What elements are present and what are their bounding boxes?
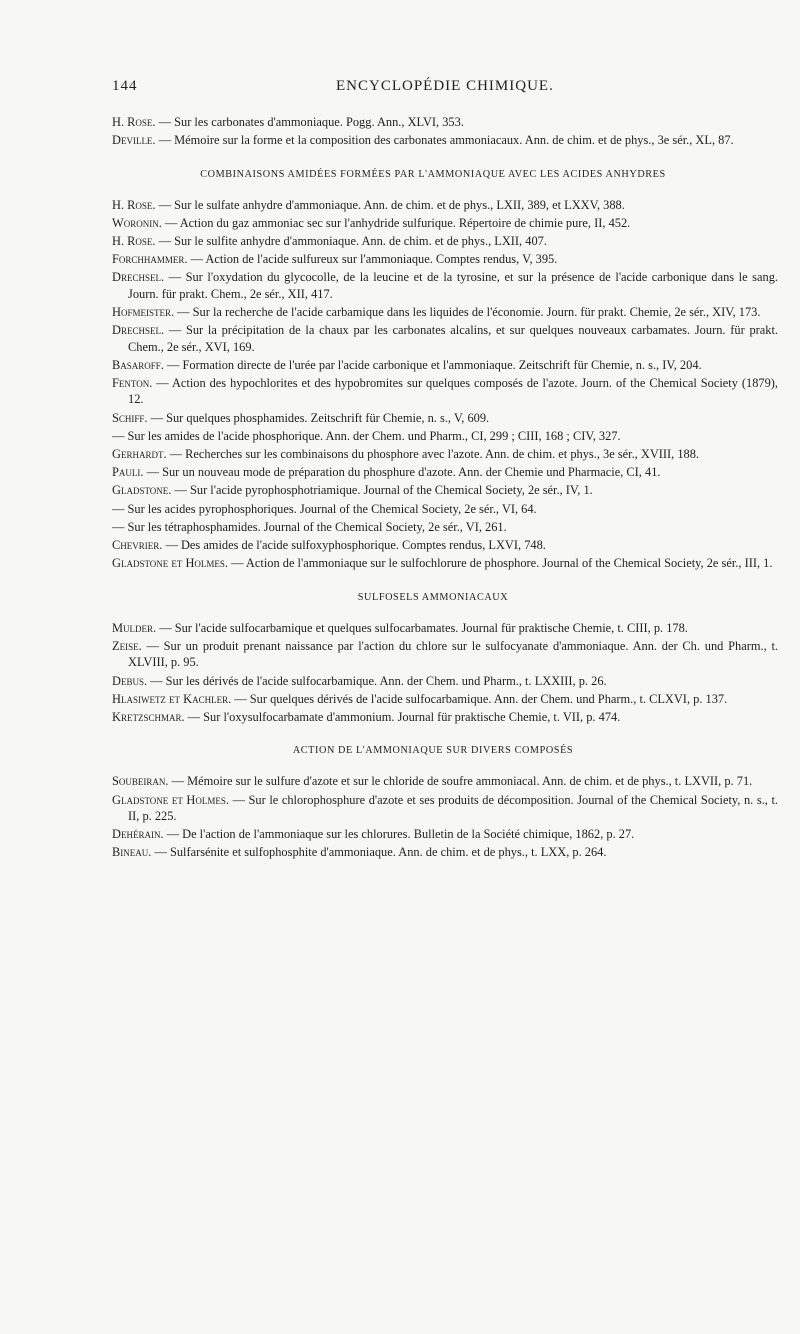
section-heading: SULFOSELS AMMONIACAUX: [357, 591, 509, 603]
entry-author: Deville.: [112, 133, 156, 148]
entry-author: H. Rose.: [112, 197, 156, 212]
bibliography-entry: [112, 304, 778, 320]
entry-author: Gerhardt.: [112, 447, 167, 462]
entry-text: — Action des hypochlorites et des hypobromites sur quelques composés de l'azote. Journ. of the Chemical Society (1879), 12.: [128, 376, 778, 407]
entry-text: — Formation directe de l'urée par l'acide carbonique et l'ammoniaque. Zeitschrift für Chemie, n. s., IV, 204.: [163, 357, 702, 372]
bibliography-entry: [112, 464, 778, 480]
bibliography-entry: [112, 251, 778, 267]
bibliography-entry: [112, 555, 778, 571]
bibliography-entry: [112, 114, 778, 130]
bibliography-entry: [112, 792, 778, 825]
entry-author: Soubeiran.: [112, 774, 169, 789]
bibliography-entry: [112, 215, 778, 231]
entry-text: — Sur la précipitation de la chaux par les carbonates alcalins, et sur quelques nouveaux carbamates. Journ. für prakt. Chem., 2e sér., XVI, 169.: [128, 323, 778, 354]
entry-author: Gladstone et Holmes.: [112, 792, 229, 807]
entry-author: Kretzschmar.: [112, 709, 185, 724]
entry-author: Bineau.: [112, 845, 152, 860]
entry-text: — Sur les carbonates d'ammoniaque. Pogg. Ann., XLVI, 353.: [155, 115, 464, 129]
page-number: 144: [112, 78, 138, 94]
entry-text: — Sulfarsénite et sulfophosphite d'ammoniaque. Ann. de chim. et de phys., t. LXX, p. 264.: [151, 845, 607, 860]
entry-text: — Sur l'acide pyrophosphotriamique. Journal of the Chemical Society, 2e sér., IV, 1.: [171, 483, 593, 498]
entry-author: Basaroff.: [112, 357, 164, 372]
bibliography-entry: [112, 537, 778, 553]
bibliography-entry: [112, 428, 778, 444]
section-heading: COMBINAISONS AMIDÉES FORMÉES PAR L'AMMONIAQUE AVEC LES ACIDES ANHYDRES: [200, 168, 666, 180]
entry-author: Woronin.: [112, 215, 162, 230]
entry-author: H. Rose.: [112, 115, 156, 129]
entry-author: Hlasiwetz et Kachler.: [112, 691, 232, 706]
entry-text: — Sur les tétraphosphamides. Journal of the Chemical Society, 2e sér., VI, 261.: [112, 519, 507, 534]
entry-text: — Sur un produit prenant naissance par l'action du chlore sur le sulfocyanate d'ammoniaque. Ann. der Ch. und Pharm., t. XLVIII, p. 95.: [128, 638, 778, 670]
entry-text: — De l'action de l'ammoniaque sur les chlorures. Bulletin de la Société chimique, 1862, p. 27.: [163, 827, 635, 842]
entry-author: Pauli.: [112, 465, 144, 480]
bibliography: [112, 114, 778, 861]
entry-author: Gladstone et Holmes.: [112, 556, 229, 571]
bibliography-entry: [112, 410, 778, 426]
entry-text: — Sur le chlorophosphure d'azote et ses produits de décomposition. Journal of the Chemical Society, n. s., t. II, p. 225.: [128, 792, 778, 823]
entry-author: Debus.: [112, 673, 148, 688]
entry-author: Zeise.: [112, 638, 142, 653]
bibliography-entry: [112, 620, 778, 636]
entry-author: Fenton.: [112, 376, 153, 391]
entry-author: Hofmeister.: [112, 305, 175, 320]
entry-author: Forchhammer.: [112, 252, 188, 267]
entry-text: — Sur quelques phosphamides. Zeitschrift für Chemie, n. s., V, 609.: [147, 410, 490, 425]
entry-text: — Sur les amides de l'acide phosphorique. Ann. der Chem. und Pharm., CI, 299 ; CIII, 168 ; CIV, 327.: [112, 428, 621, 443]
entry-text: — Action de l'acide sulfureux sur l'ammoniaque. Comptes rendus, V, 395.: [187, 252, 558, 267]
bibliography-entry: [112, 375, 778, 408]
entry-text: — Mémoire sur le sulfure d'azote et sur le chloride de soufre ammoniacal. Ann. de chim. et de phys., t. LXVII, p. 71.: [168, 774, 753, 789]
entry-text: — Recherches sur les combinaisons du phosphore avec l'azote. Ann. de chim. et phys., 3e sér., XVIII, 188.: [166, 447, 700, 462]
entry-text: — Sur les dérivés de l'acide sulfocarbamique. Ann. der Chem. und Pharm., t. LXXIII, p. 26.: [147, 673, 607, 688]
bibliography-entry: [112, 357, 778, 373]
entry-text: — Sur quelques dérivés de l'acide sulfocarbamique. Ann. der Chem. und Pharm., t. CLXVI, p. 137.: [231, 691, 728, 706]
entry-author: Drechsel.: [112, 270, 165, 285]
entry-text: — Sur l'oxysulfocarbamate d'ammonium. Journal für praktische Chemie, t. VII, p. 474.: [184, 709, 621, 724]
section-heading: ACTION DE L'AMMONIAQUE SUR DIVERS COMPOSÉS: [292, 745, 574, 757]
bibliography-entry: [112, 269, 778, 302]
entry-author: Schiff.: [112, 410, 148, 425]
entry-text: — Sur le sulfate anhydre d'ammoniaque. Ann. de chim. et de phys., LXII, 389, et LXXV, 388.: [155, 197, 625, 212]
entry-author: Gladstone.: [112, 483, 172, 498]
bibliography-entry: [112, 446, 778, 462]
entry-text: — Sur un nouveau mode de préparation du phosphure d'azote. Ann. der Chemie und Pharmacie, CI, 41.: [143, 465, 661, 480]
entry-author: Dehérain.: [112, 827, 164, 842]
entry-author: Chevrier.: [112, 538, 163, 553]
bibliography-entry: [112, 673, 778, 689]
entry-text: — Sur les acides pyrophosphoriques. Journal of the Chemical Society, 2e sér., VI, 64.: [112, 501, 537, 516]
bibliography-entry: [112, 482, 778, 498]
entry-author: Mulder.: [112, 620, 157, 635]
entry-author: H. Rose.: [112, 234, 156, 249]
entry-text: — Mémoire sur la forme et la composition des carbonates ammoniacaux. Ann. de chim. et de phys., 3e sér., XL, 87.: [155, 133, 734, 148]
bibliography-entry: [112, 322, 778, 355]
bibliography-entry: [112, 638, 778, 671]
bibliography-entry: [112, 197, 778, 213]
bibliography-entry: [112, 773, 778, 789]
running-title: ENCYCLOPÉDIE CHIMIQUE.: [336, 78, 554, 94]
entry-text: — Action du gaz ammoniac sec sur l'anhydride sulfurique. Répertoire de chimie pure, II, 452.: [161, 215, 631, 230]
bibliography-entry: [112, 844, 778, 860]
bibliography-entry: [112, 691, 778, 707]
entry-author: Drechsel.: [112, 323, 165, 338]
entry-text: — Sur le sulfite anhydre d'ammoniaque. Ann. de chim. et de phys., LXII, 407.: [155, 234, 547, 249]
entry-text: — Des amides de l'acide sulfoxyphosphorique. Comptes rendus, LXVI, 748.: [162, 538, 546, 553]
bibliography-entry: [112, 132, 778, 148]
bibliography-entry: [112, 826, 778, 842]
entry-text: — Sur la recherche de l'acide carbamique dans les liquides de l'économie. Journ. für prakt. Chemie, 2e sér., XIV, 173.: [174, 305, 761, 320]
entry-text: — Sur l'acide sulfocarbamique et quelques sulfocarbamates. Journal für praktische Chemie, t. CIII, p. 178.: [156, 620, 688, 635]
entry-text: — Sur l'oxydation du glycocolle, de la leucine et de la tyrosine, et sur la présence de l'acide carbonique dans le sang. Journ. für prakt. Chem., 2e sér., XII, 417.: [128, 270, 778, 301]
running-head: [112, 78, 778, 102]
bibliography-entry: [112, 233, 778, 249]
bibliography-entry: [112, 501, 778, 517]
bibliography-entry: [112, 519, 778, 535]
bibliography-entry: [112, 709, 778, 725]
entry-text: — Action de l'ammoniaque sur le sulfochlorure de phosphore. Journal of the Chemical Society, 2e sér., III, 1.: [228, 556, 773, 571]
